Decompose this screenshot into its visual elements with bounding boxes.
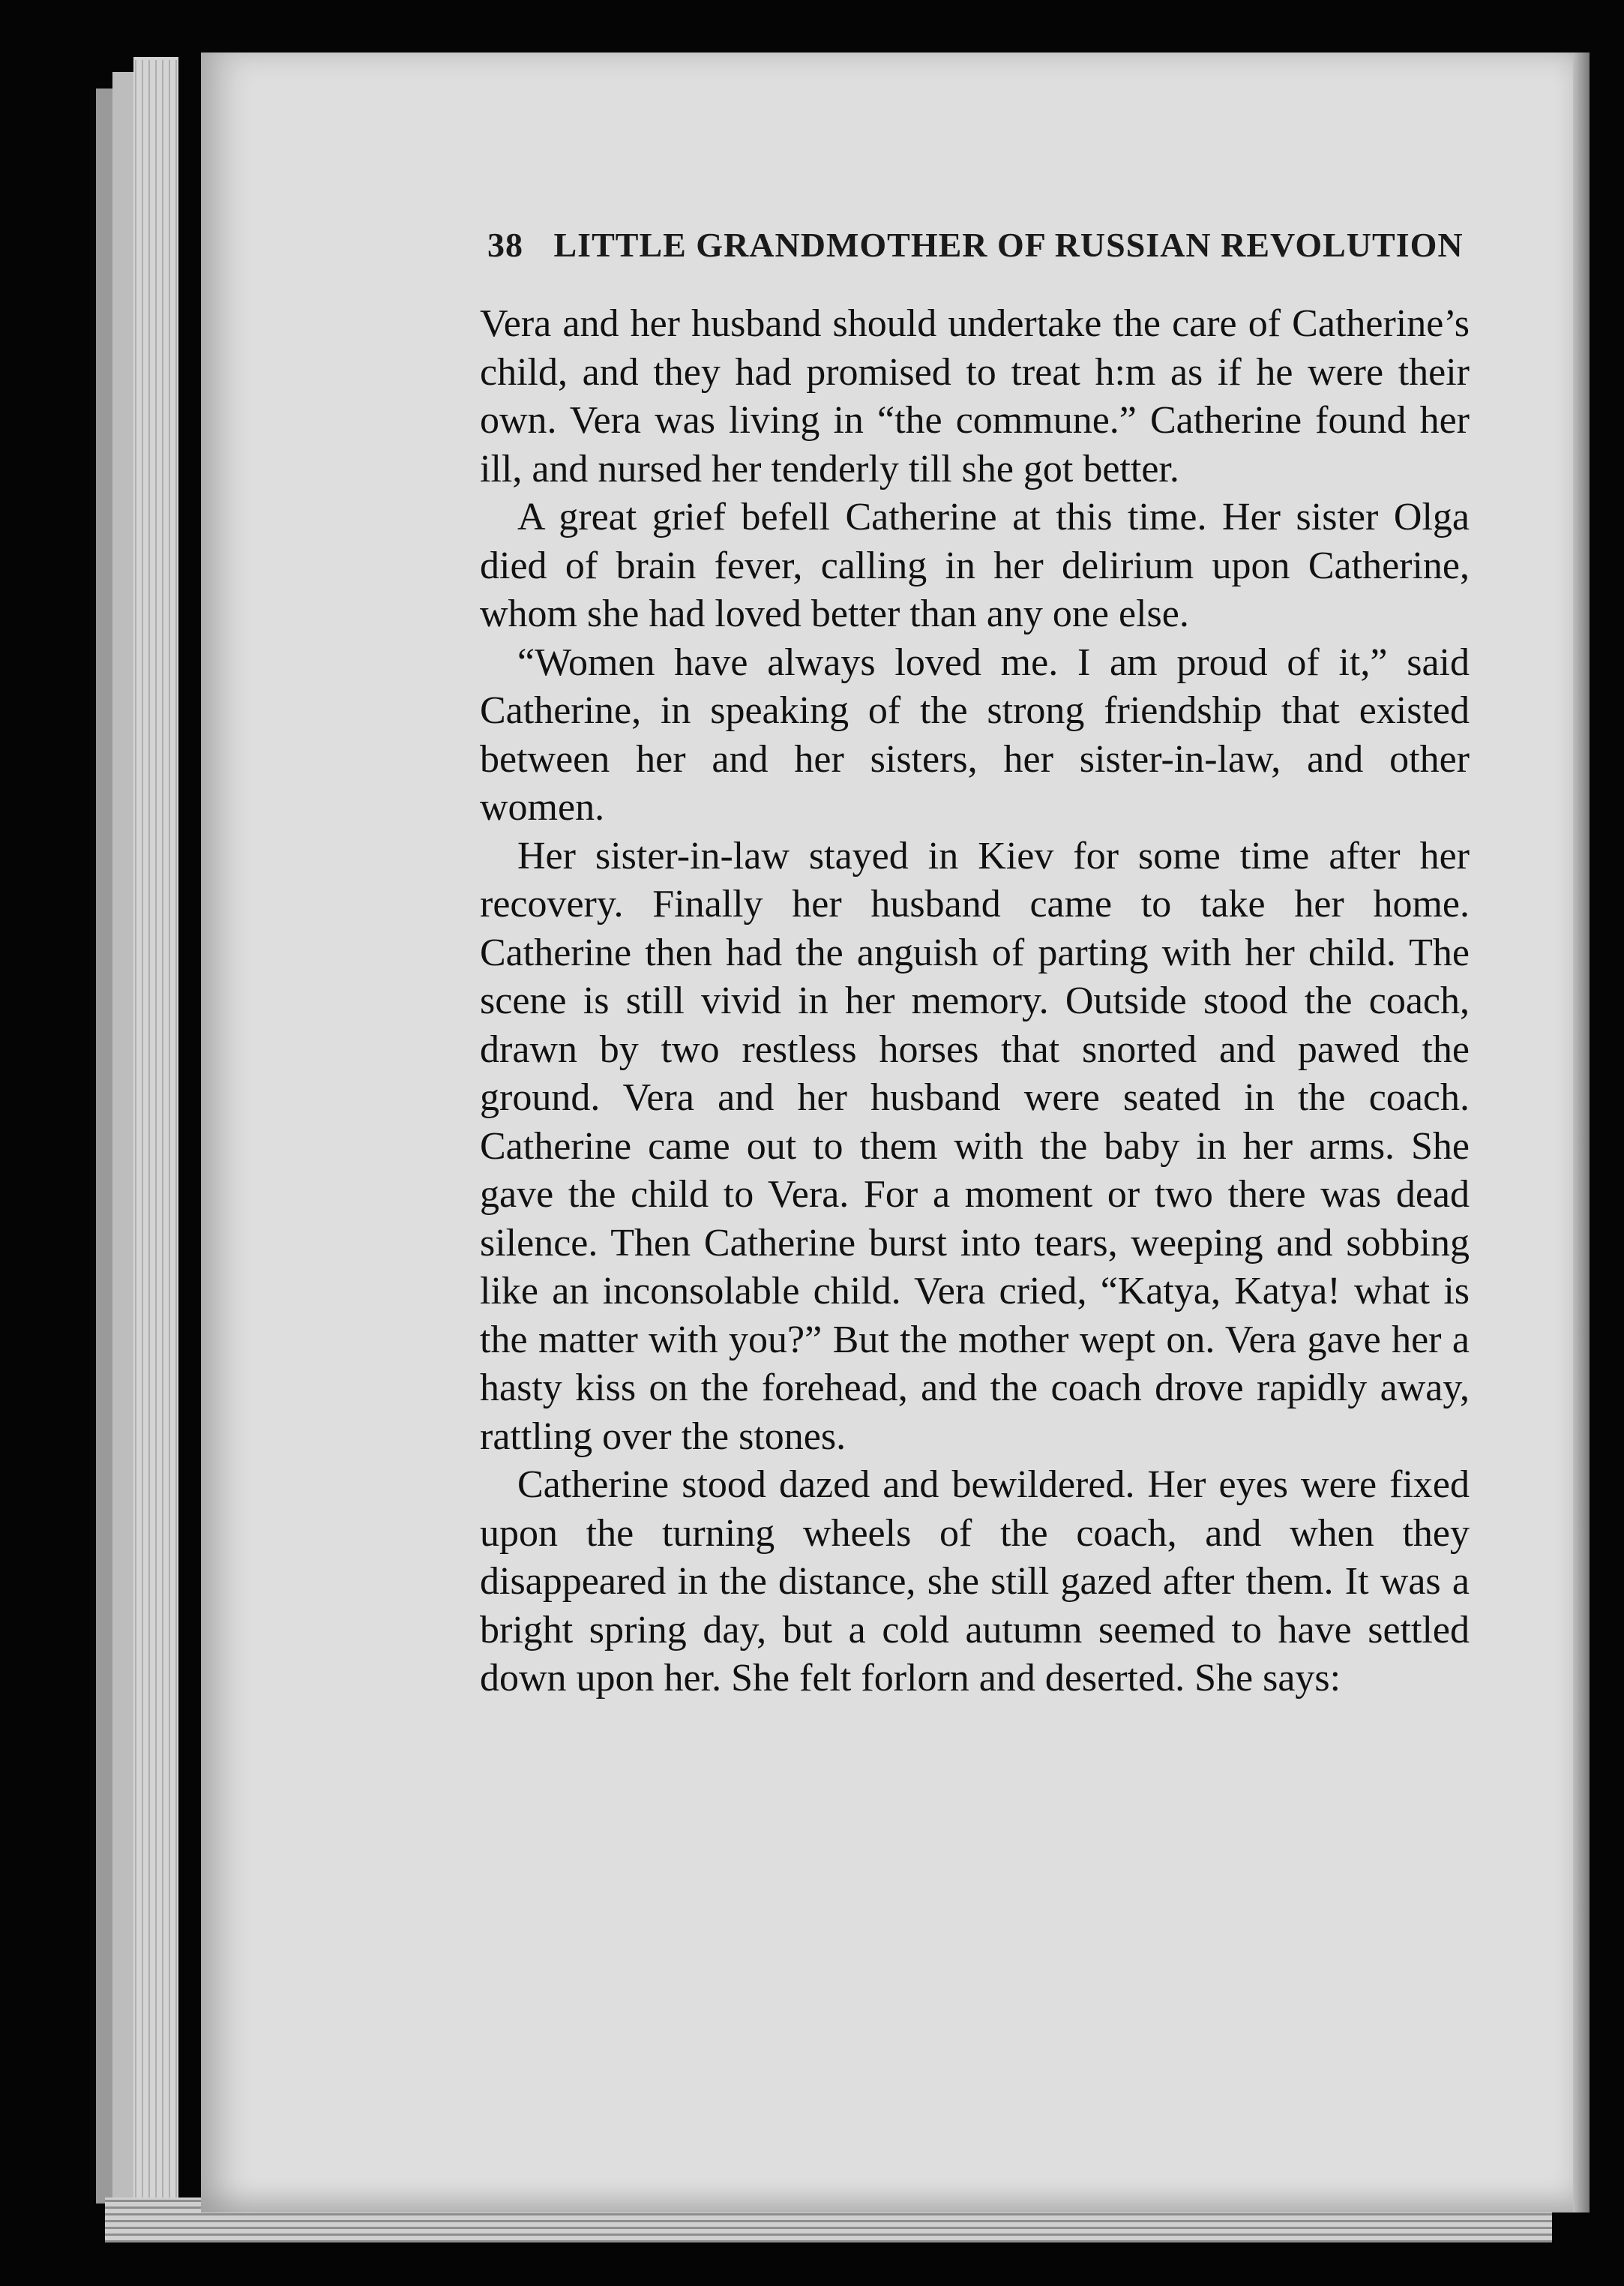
paragraph: Vera and her husband should undertake the care of Catherine’s child, and they had promised to treat h:m as if he were their own. Vera was living in “the commune.” Catherine found her ill, and nursed her tenderly till she got better. [480, 302, 1470, 490]
running-title: LITTLE GRANDMOTHER OF RUSSIAN REVOLUTION [553, 226, 1464, 264]
paragraph: A great grief befell Catherine at this time. Her sister Olga died of brain fever, calling in her delirium upon Catherine, whom she had loved better than any one else. [480, 496, 1470, 635]
paragraph: “Women have always loved me. I am proud of it,” said Catherine, in speaking of the strong friendship that existed between her and her sisters, her sister-in-law, and other women. [480, 640, 1470, 829]
page-stack-lines [135, 60, 202, 2235]
paragraph: Catherine stood dazed and bewildered. Her eyes were fixed upon the turning wheels of the coach, and when they disappeared in the distance, she still gazed after them. It was a bright spring day, but a cold autumn seemed to have settled down upon her. She felt forlorn and deserted. She says: [480, 1463, 1470, 1700]
running-header [487, 225, 1464, 265]
page-body [480, 300, 1470, 1703]
book-right-edge [1573, 52, 1590, 2212]
paragraph: Her sister-in-law stayed in Kiev for some time after her recovery. Finally her husband came to take her home. Catherine then had the anguish of parting with her child. The scene is still vivid in her memory. Outside stood the coach, drawn by two restless horses that snorted and pawed the ground. Vera and her husband were seated in the coach. Catherine came out to them with the baby in her arms. She gave the child to Vera. For a moment or two there was dead silence. Then Catherine burst into tears, weeping and sobbing like an inconsolable child. Vera cried, “Katya, Katya! what is the matter with you?” But the mother wept on. Vera gave her a hasty kiss on the forehead, and the coach drove rapidly away, rattling over the stones. [480, 834, 1470, 1458]
page-number: 38 [487, 226, 523, 264]
